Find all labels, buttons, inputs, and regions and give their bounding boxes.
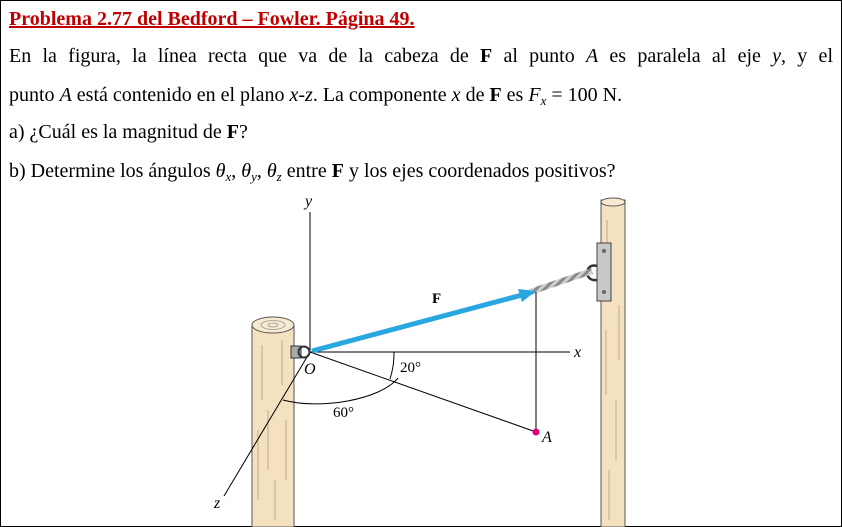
origin-label: O bbox=[304, 361, 316, 378]
problem-title: Problema 2.77 del Bedford – Fowler. Página 49. bbox=[9, 8, 415, 30]
arc-60 bbox=[283, 378, 398, 404]
text-run: A bbox=[59, 84, 72, 106]
left-post bbox=[252, 317, 294, 527]
text-run: θ bbox=[241, 160, 252, 182]
text-run: y bbox=[251, 169, 257, 184]
text-run: a) ¿Cuál es la magnitud de bbox=[9, 121, 227, 143]
text-run: es bbox=[501, 84, 529, 106]
text-run: al punto bbox=[492, 45, 586, 67]
z-axis-label: z bbox=[214, 495, 221, 512]
force-arrowhead bbox=[518, 289, 536, 302]
text-run: , bbox=[231, 160, 242, 182]
text-run: A bbox=[585, 45, 599, 67]
text-run: ? bbox=[238, 121, 248, 143]
text-run: , y el bbox=[781, 45, 833, 67]
y-axis-label: y bbox=[305, 193, 313, 210]
x-axis-label: x bbox=[574, 344, 582, 361]
angle-20-label: 20° bbox=[400, 360, 421, 376]
text-run: x-z bbox=[289, 84, 313, 106]
point-a-dot bbox=[533, 429, 540, 436]
text-run: . La componente bbox=[312, 84, 452, 106]
text-run: θ bbox=[266, 160, 277, 182]
text-run: b) Determine los ángulos bbox=[9, 160, 216, 182]
text-run: de bbox=[460, 84, 490, 106]
text-run: es paralela al eje bbox=[598, 45, 773, 67]
text-run: = 100 N. bbox=[546, 84, 623, 106]
text-run: En la figura, la línea recta que va de la cabeza de bbox=[9, 45, 480, 67]
text-run: F bbox=[489, 84, 502, 106]
text-run: F bbox=[528, 84, 541, 106]
point-a-label: A bbox=[542, 429, 552, 446]
eye-bolt bbox=[291, 346, 310, 358]
text-run: z bbox=[276, 169, 282, 184]
text-run: está contenido en el plano bbox=[71, 84, 290, 106]
text-run: x bbox=[540, 93, 547, 108]
text-run: F bbox=[226, 121, 239, 143]
text-run: y los ejes coordenados positivos? bbox=[343, 160, 616, 182]
force-vector bbox=[312, 295, 522, 351]
text-run: entre bbox=[281, 160, 332, 182]
text-run: x bbox=[451, 84, 461, 106]
angle-60-label: 60° bbox=[333, 405, 354, 421]
text-run: F bbox=[479, 45, 493, 67]
text-run: F bbox=[331, 160, 344, 182]
text-run: θ bbox=[215, 160, 226, 182]
text-run: x bbox=[225, 169, 232, 184]
text-run: y bbox=[772, 45, 782, 67]
rope bbox=[530, 271, 592, 292]
text-run: , bbox=[256, 160, 267, 182]
force-label: F bbox=[432, 291, 442, 307]
arc-20 bbox=[390, 352, 394, 379]
text-run: punto bbox=[9, 84, 60, 106]
